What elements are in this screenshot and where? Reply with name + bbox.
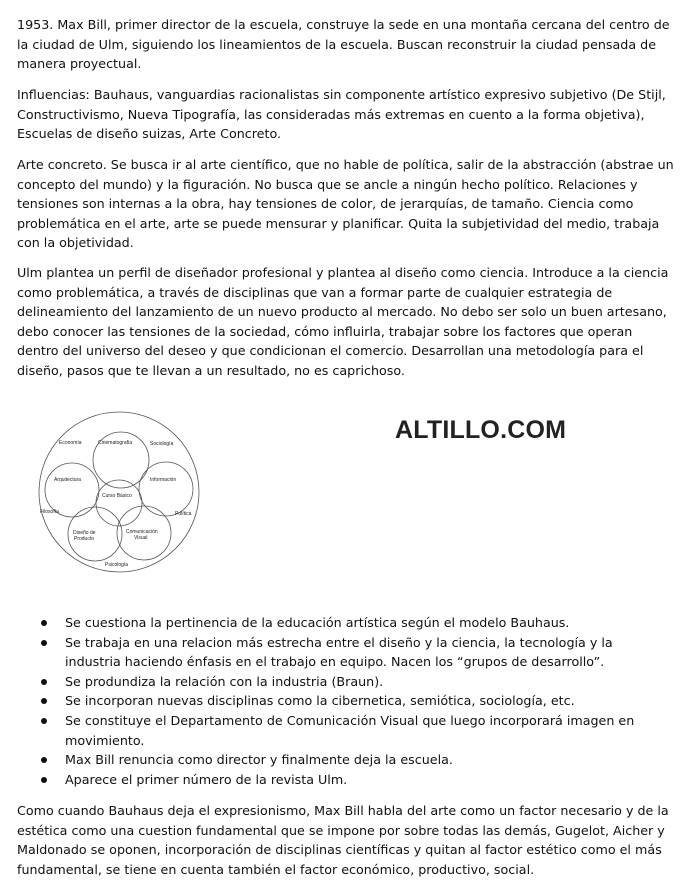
list-item	[38, 770, 658, 790]
label-curso-basico: Curso Básico	[102, 493, 132, 499]
list-item	[38, 633, 658, 672]
bullet-dot-icon	[41, 718, 47, 724]
label-politica: Política	[175, 511, 192, 517]
bullet-dot-icon	[41, 620, 47, 626]
label-psicologia: Psicología	[105, 562, 129, 568]
label-economia: Economía	[59, 440, 82, 446]
list-item-text: Se produndiza la relación con la industria (Braun).	[65, 673, 384, 689]
paragraph-ulm-profile: Ulm plantea un perfil de diseñador profesional y plantea al diseño como ciencia. Introduce a la ciencia como problemática, a través de disciplinas que van a formar parte de cualquier estrategia de delineamiento del lanzamiento de un nuevo producto al mercado. No debo ser solo un buen artesano, debo conocer las tensiones de la sociedad, cómo influirla, trabajar sobre los factores que operan dentro del universo del deseo y que condicionan el comercio. Desarrollan una metodología para el diseño, pasos que te llevan a un resultado, no es caprichoso.	[17, 265, 669, 378]
label-sociologia: Sociología	[150, 441, 174, 447]
circle-informacion	[139, 462, 193, 516]
list-item-text: Se constituye el Departamento de Comunicación Visual que luego incorporará imagen en movimiento.	[65, 712, 635, 748]
outer-circle	[39, 412, 199, 572]
bullet-dot-icon	[41, 679, 47, 685]
label-arquitectura: Arquitectura	[54, 477, 81, 483]
list-item-text: Se incorporan nuevas disciplinas como la cibernetica, semiótica, sociología, etc.	[65, 693, 575, 709]
label-diseno-1: Diseño de	[73, 530, 96, 536]
bullet-list	[38, 613, 658, 789]
label-comunicacion-1: Comunicación	[126, 529, 158, 535]
label-diseno-2: Producto	[74, 536, 95, 542]
paragraph-influences: Influencias: Bauhaus, vanguardias racionalistas sin componente artístico expresivo subjetivo (De Stijl, Constructivismo, Nueva Tipografía, las consideradas más extremas en cuento a la forma objetiva), Escuelas de diseño suizas, Arte Concreto.	[17, 87, 666, 142]
list-item-text: Se cuestiona la pertinencia de la educación artística según el modelo Bauhaus.	[65, 615, 570, 630]
disciplines-diagram-svg	[34, 410, 204, 575]
bullet-dot-icon	[41, 640, 47, 646]
list-item-text: Max Bill renuncia como director y finalmente deja la escuela.	[65, 752, 453, 768]
list-item-text: Se trabaja en una relacion más estrecha entre el diseño y la ciencia, la tecnología y la industria haciendo énfasis en el trabajo en equipo. Nacen los “grupos de desarrollo”.	[65, 634, 613, 670]
label-informacion: Información	[150, 477, 177, 483]
bullet-dot-icon	[41, 698, 47, 704]
list-item	[38, 691, 658, 711]
bullet-dot-icon	[41, 757, 47, 763]
list-item	[38, 750, 658, 770]
list-item-text: Aparece el primer número de la revista Ulm.	[65, 771, 348, 787]
list-item	[38, 613, 658, 633]
label-comunicacion-2: Visual	[134, 535, 148, 541]
label-filosofia: Filosofía	[40, 509, 59, 515]
circle-curso-basico	[96, 480, 142, 526]
list-item	[38, 672, 658, 692]
paragraph-founding: 1953. Max Bill, primer director de la escuela, construye la sede en una montaña cercana del centro de la ciudad de Ulm, siguiendo los lineamientos de la escuela. Buscan reconstruir la ciudad pensada de manera proyectual.	[17, 17, 670, 72]
label-cinematografia: Cinematografía	[98, 440, 133, 446]
paragraph-concrete-art: Arte concreto. Se busca ir al arte científico, que no hable de política, salir de la abstracción (abstrae un concepto del mundo) y la figuración. No busca que se ancle a ningún hecho político. Relaciones y tensiones son internas a la obra, hay tensiones de color, de jerarquías, de tamaño. Ciencia como problemática en el arte, arte se puede mensurar y planificar. Quita la subjetividad del medio, trabaja con la objetividad.	[17, 157, 674, 251]
list-item	[38, 711, 658, 750]
disciplines-diagram	[34, 410, 204, 575]
paragraph-closing: Como cuando Bauhaus deja el expresionismo, Max Bill habla del arte como un factor necesario y de la estética como una cuestion fundamental que se impone por sobre todas las demás, Gugelot, Aicher y Maldonado se oponen, incorporación de disciplinas científicas y quitan al factor estético como el más fundamental, se tiene en cuenta también el factor económico, productivo, social.	[17, 803, 669, 877]
bullet-dot-icon	[41, 777, 47, 783]
watermark-brand: ALTILLO.COM	[395, 416, 567, 444]
